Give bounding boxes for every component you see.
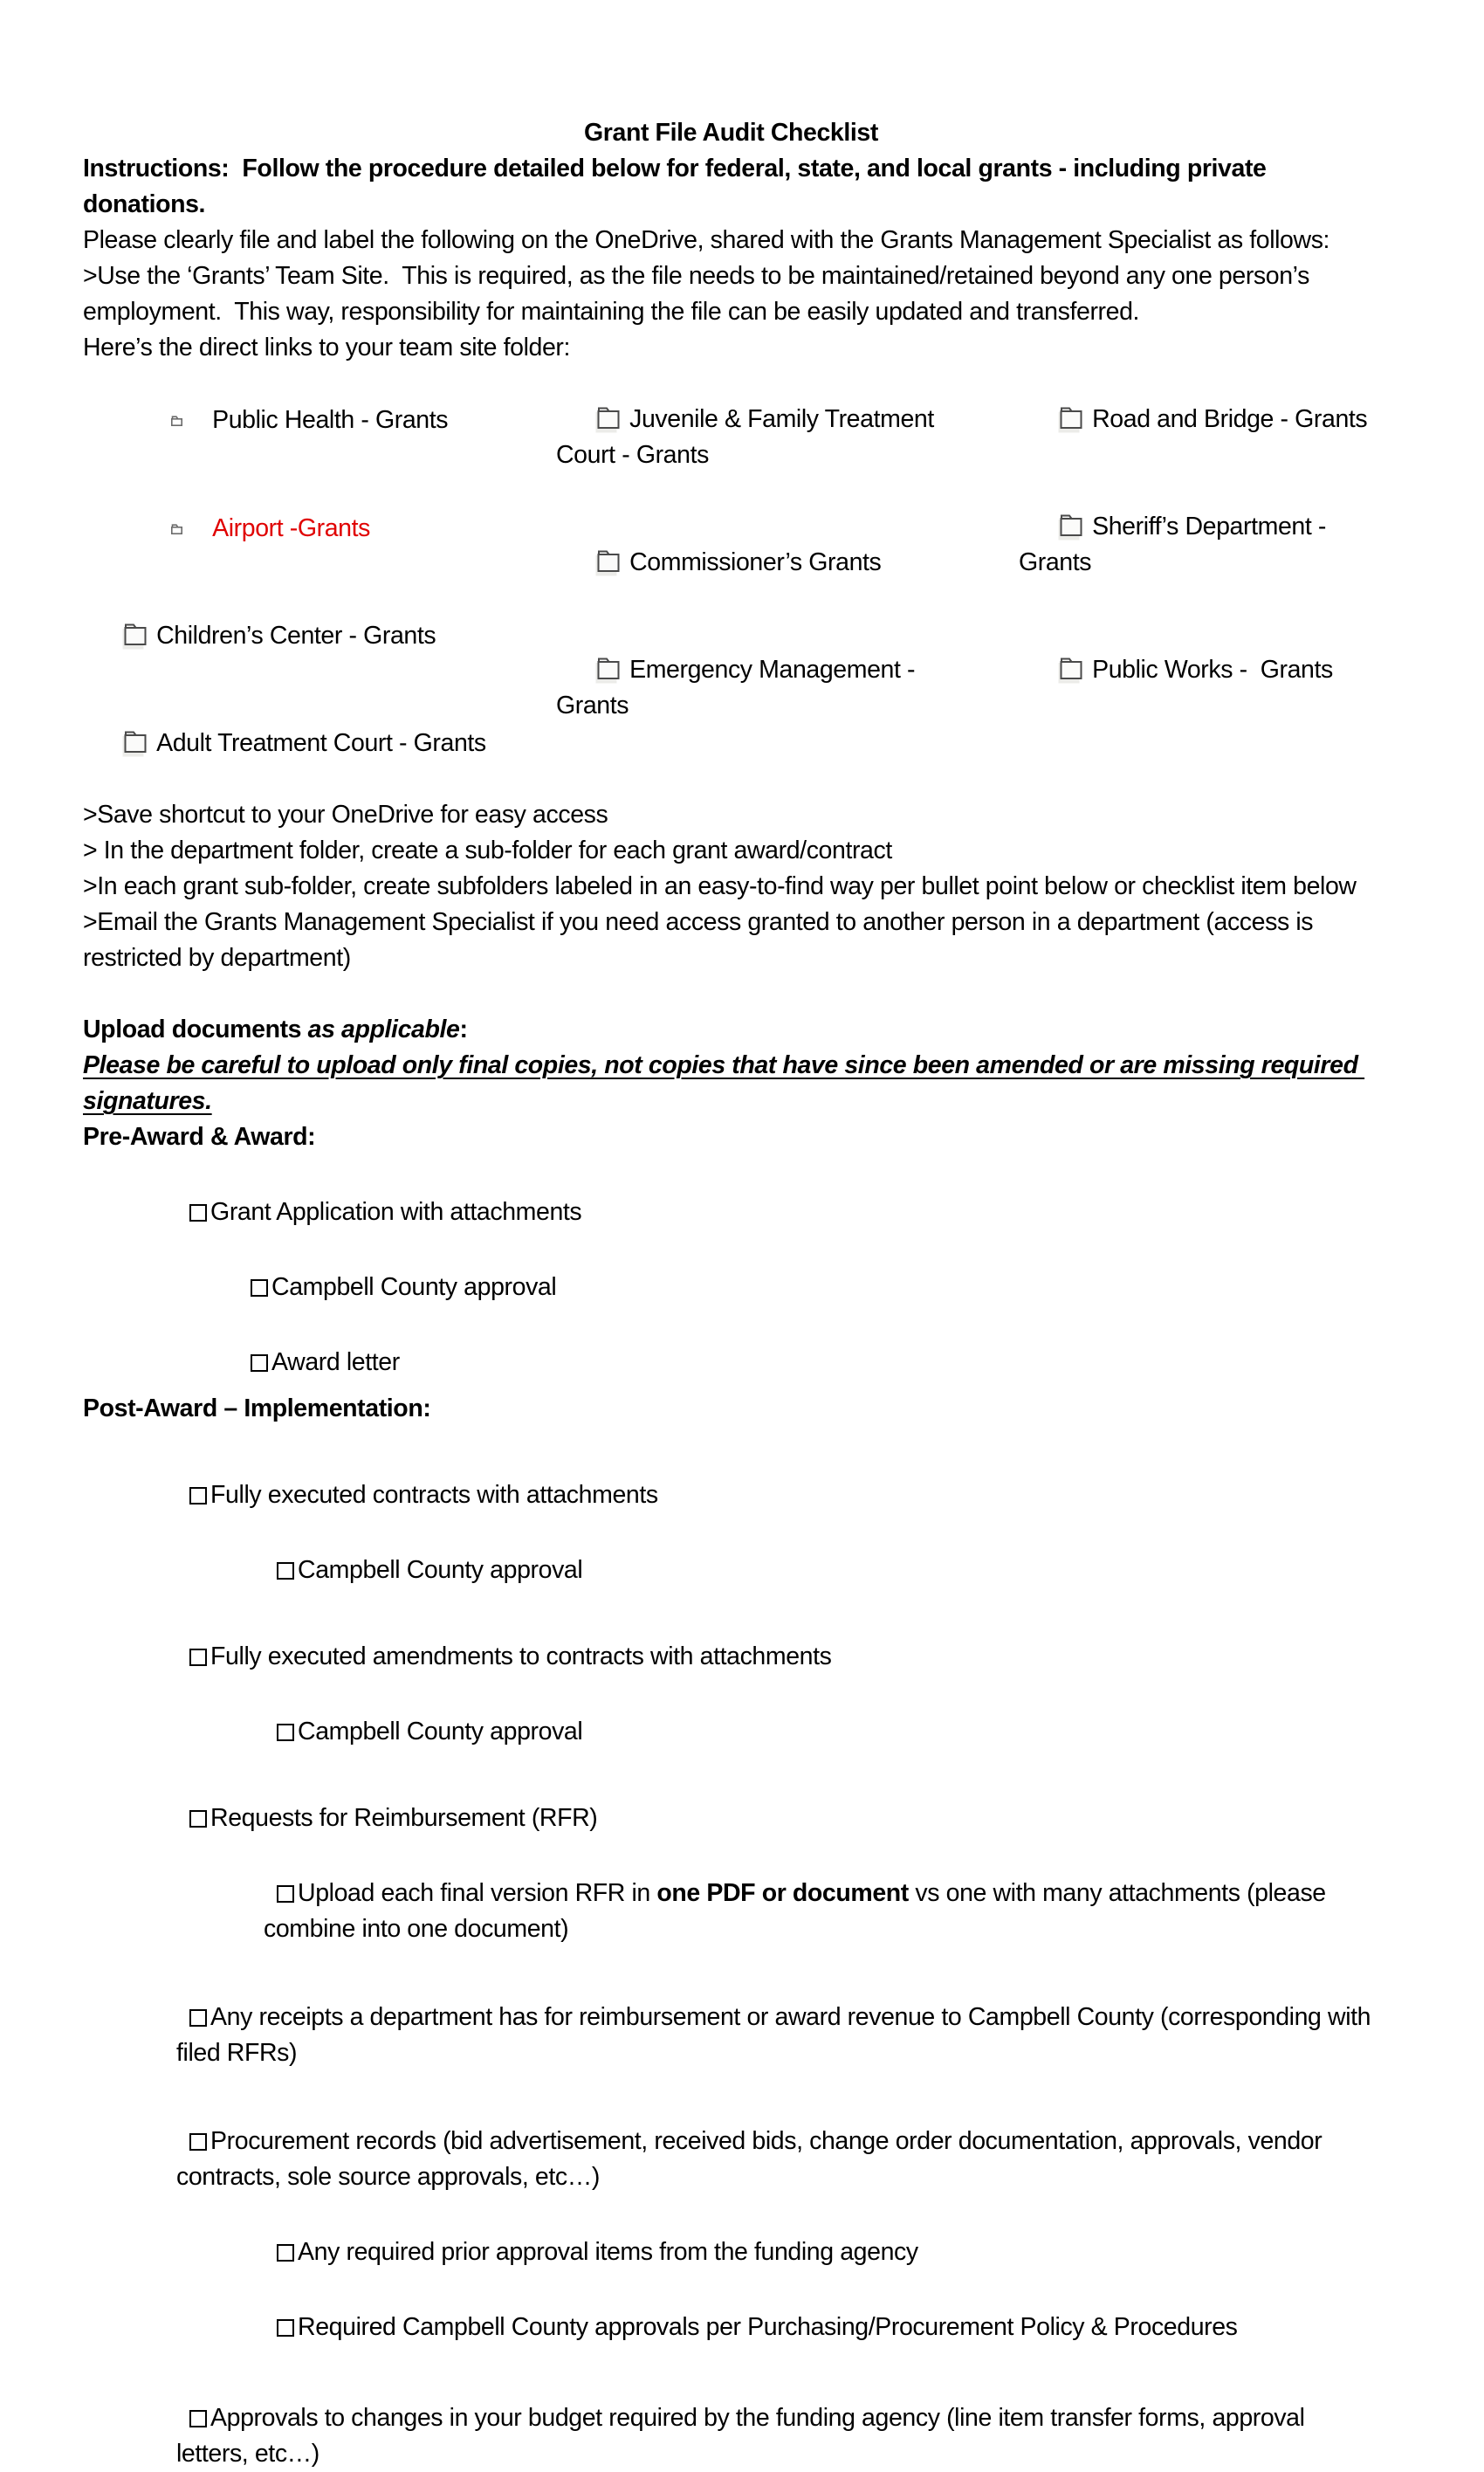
- folder-link-label[interactable]: Children’s Center - Grants: [156, 622, 436, 650]
- checklist-item-label-bold: one PDF or document: [656, 1879, 909, 1907]
- checklist-item-campbell-approval: [264, 1678, 1379, 1750]
- instructions-text: Instructions: Follow the procedure detailed below for federal, state, and local grants - including private donations.: [83, 155, 1274, 218]
- checkbox-icon[interactable]: [189, 1810, 207, 1828]
- checklist-item-label: Procurement records (bid advertisement, received bids, change order documentation, approvals, vendor contracts, sole source approvals, etc…): [176, 2127, 1329, 2191]
- checkbox-icon[interactable]: [189, 2410, 207, 2427]
- folder-link-label[interactable]: Juvenile & Family Treatment Court - Grants: [556, 405, 941, 469]
- checklist-item-label: Fully executed contracts with attachments: [210, 1481, 658, 1509]
- folder-links-column-2: [556, 366, 1019, 760]
- pre-award-heading: Pre-Award & Award:: [83, 1123, 316, 1151]
- folder-icon[interactable]: [595, 404, 623, 433]
- checkbox-icon[interactable]: [251, 1354, 268, 1372]
- checklist-item-executed-contracts: [176, 1442, 1379, 1513]
- checklist-item-label: Fully executed amendments to contracts with attachments: [210, 1642, 832, 1670]
- checkbox-icon[interactable]: [277, 1885, 294, 1903]
- checkbox-icon[interactable]: [189, 2009, 207, 2027]
- checklist-item-label: Any receipts a department has for reimbursement or award revenue to Campbell County (corresponding with filed RFRs): [176, 2003, 1378, 2067]
- checklist-item-label: Approvals to changes in your budget required by the funding agency (line item transfer forms, approval letters, etc…): [176, 2404, 1312, 2468]
- folder-icon[interactable]: [595, 547, 623, 576]
- upload-heading-colon: :: [459, 1016, 468, 1043]
- folder-link-item[interactable]: [1019, 366, 1375, 473]
- folder-link-label[interactable]: Sheriff’s Department - Grants: [1019, 513, 1333, 576]
- checklist-item-award-letter: [237, 1309, 1379, 1381]
- folder-links-column-3: [1019, 366, 1379, 724]
- note-save-shortcut: >Save shortcut to your OneDrive for easy access: [83, 801, 608, 829]
- folder-links-columns: [83, 366, 1379, 797]
- checklist-item-label: Campbell County approval: [298, 1556, 583, 1584]
- checklist-item-label: Campbell County approval: [298, 1718, 583, 1746]
- folder-link-item[interactable]: [556, 509, 958, 616]
- checkbox-icon[interactable]: [277, 1562, 294, 1580]
- note-subfolder-per-grant: > In the department folder, create a sub-folder for each grant award/contract: [83, 837, 892, 864]
- folder-link-item[interactable]: [556, 366, 958, 509]
- checklist-item-executed-amendments: [176, 1603, 1379, 1675]
- checklist-item-required-approvals: [264, 2274, 1379, 2345]
- checklist-item-rfr: [176, 1765, 1379, 1836]
- folder-icon[interactable]: [122, 621, 150, 650]
- upload-heading-italic: as applicable: [307, 1016, 460, 1043]
- folder-icon[interactable]: [1058, 512, 1086, 541]
- checklist-item-campbell-approval: [237, 1234, 1379, 1305]
- checkbox-icon[interactable]: [277, 1724, 294, 1741]
- checklist-item-label: Award letter: [271, 1348, 400, 1376]
- folder-bullet-icon[interactable]: [170, 402, 183, 437]
- folder-link-label[interactable]: Public Works - Grants: [1092, 656, 1333, 684]
- checkbox-icon[interactable]: [189, 2133, 207, 2151]
- folder-icon[interactable]: [595, 655, 623, 684]
- folder-link-label[interactable]: Airport -Grants: [212, 514, 370, 542]
- checklist-item-label: Requests for Reimbursement (RFR): [210, 1804, 598, 1832]
- checkbox-icon[interactable]: [189, 1204, 207, 1222]
- checkbox-icon[interactable]: [189, 1649, 207, 1666]
- folder-link-label[interactable]: Public Health - Grants: [212, 406, 449, 434]
- folder-bullet-icon[interactable]: [170, 510, 183, 546]
- folder-icon[interactable]: [1058, 404, 1086, 433]
- folder-link-item[interactable]: [1019, 473, 1375, 616]
- checklist-item-campbell-approval: [264, 1517, 1379, 1588]
- checkbox-icon[interactable]: [277, 2244, 294, 2262]
- final-copies-warning: Please be careful to upload only final copies, not copies that have since been amended or are missing required signatures.: [83, 1051, 1365, 1115]
- note-email-access: >Email the Grants Management Specialist if you need access granted to another person in a department (access is restricted by department): [83, 908, 1320, 972]
- team-site-links-intro: Here’s the direct links to your team site folder:: [83, 334, 571, 362]
- checklist-item-grant-application: [176, 1159, 1379, 1230]
- checklist-item-label: Required Campbell County approvals per Purchasing/Procurement Policy & Procedures: [298, 2313, 1238, 2341]
- checklist-item-label-suffix: vs one with many attachments (please combine into one document): [264, 1879, 1333, 1943]
- folder-link-item[interactable]: [556, 616, 958, 760]
- upload-section: [83, 1012, 1379, 1119]
- checklist-item-budget-changes: [176, 2365, 1379, 2472]
- post-award-heading: Post-Award – Implementation:: [83, 1394, 431, 1422]
- note-subfolder-labels: >In each grant sub-folder, create subfolders labeled in an easy-to-find way per bullet point below or checklist item below: [83, 872, 1357, 900]
- folder-link-label[interactable]: Commissioner’s Grants: [629, 548, 882, 576]
- page-title: Grant File Audit Checklist: [584, 119, 878, 147]
- folder-link-item[interactable]: [83, 690, 493, 797]
- folder-link-item[interactable]: [1019, 616, 1375, 724]
- folder-link-item[interactable]: [83, 366, 556, 474]
- folder-link-label[interactable]: Emergency Management - Grants: [556, 656, 922, 720]
- folder-icon[interactable]: [1058, 655, 1086, 684]
- checklist-item-label-prefix: Upload each final version RFR in: [298, 1879, 657, 1907]
- folder-link-label[interactable]: Road and Bridge - Grants: [1092, 405, 1368, 433]
- folder-link-label[interactable]: Adult Treatment Court - Grants: [156, 729, 486, 757]
- upload-heading: [83, 1012, 1379, 1048]
- checklist-item-label: Grant Application with attachments: [210, 1198, 582, 1226]
- team-site-instruction-text: >Use the ‘Grants’ Team Site. This is required, as the file needs to be maintained/retained beyond any one person’s employment. This way, responsibility for maintaining the file can be easily updated and transferred.: [83, 262, 1316, 326]
- checklist-item-label: Campbell County approval: [271, 1273, 557, 1301]
- upload-heading-text: Upload documents: [83, 1016, 308, 1043]
- checkbox-icon[interactable]: [277, 2319, 294, 2337]
- folder-icon[interactable]: [122, 728, 150, 757]
- folder-link-item[interactable]: [83, 474, 556, 582]
- filing-instructions-text: Please clearly file and label the following on the OneDrive, shared with the Grants Management Specialist as follows:: [83, 226, 1330, 254]
- folder-links-column-1: [83, 366, 556, 797]
- checkbox-icon[interactable]: [251, 1279, 268, 1297]
- checklist-item-prior-approval: [264, 2199, 1379, 2270]
- checklist-item-procurement-records: [176, 2088, 1379, 2195]
- checklist-item-rfr-upload: [264, 1840, 1379, 1947]
- checklist-item-label: Any required prior approval items from the funding agency: [298, 2238, 918, 2266]
- checkbox-icon[interactable]: [189, 1487, 207, 1505]
- checklist-item-receipts: [176, 1964, 1379, 2071]
- folder-link-item[interactable]: [83, 582, 493, 690]
